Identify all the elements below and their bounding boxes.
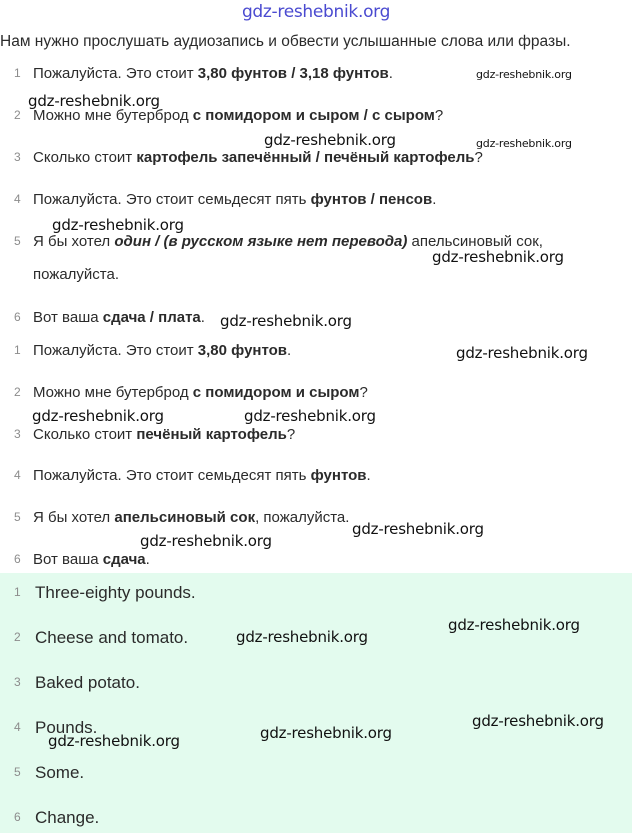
watermark: gdz-reshebnik.org [448,616,580,634]
answer-item [0,763,632,793]
item-number: 2 [14,630,21,644]
item-number: 5 [14,234,21,248]
answers-panel [0,573,632,833]
item-text: Я бы хотел один / (в русском языке нет перевода) апельсиновый сок, пожалуйста. [33,233,543,283]
item-text: Пожалуйста. Это стоит 3,80 фунтов. [33,342,292,359]
answer-text: Some. [35,763,85,782]
list2-item [0,425,632,455]
watermark: gdz-reshebnik.org [140,532,272,550]
item-number: 1 [14,585,21,599]
watermark: gdz-reshebnik.org [32,407,164,425]
site-header [0,0,632,26]
item-number: 1 [14,343,21,357]
list1-item [0,148,632,188]
watermark: gdz-reshebnik.org [472,712,604,730]
watermark: gdz-reshebnik.org [456,344,588,362]
answer-text: Baked potato. [35,673,140,692]
item-number: 2 [14,385,21,399]
watermark: gdz-reshebnik.org [260,724,392,742]
watermark: gdz-reshebnik.org [236,628,368,646]
watermark: gdz-reshebnik.org [48,732,180,750]
list2-item [0,466,632,496]
watermark: gdz-reshebnik.org [476,68,572,81]
answer-text: Change. [35,808,100,827]
item-number: 5 [14,510,21,524]
item-text: Вот ваша сдача. [33,551,150,568]
item-number: 3 [14,427,21,441]
list2-item [0,508,632,538]
answer-item [0,673,632,703]
item-number: 6 [14,810,21,824]
answer-text: Cheese and tomato. [35,628,189,647]
answer-item [0,583,632,613]
answer-item [0,808,632,833]
item-text: Можно мне бутерброд с помидором и сыром / с сыром? [33,107,444,124]
watermark: gdz-reshebnik.org [244,407,376,425]
watermark: gdz-reshebnik.org [28,92,160,110]
item-number: 6 [14,310,21,324]
item-text: Вот ваша сдача / плата. [33,309,205,326]
site-title[interactable]: gdz-reshebnik.org [241,2,391,22]
watermark: gdz-reshebnik.org [352,520,484,538]
item-number: 4 [14,468,21,482]
item-number: 6 [14,552,21,566]
watermark: gdz-reshebnik.org [432,248,564,266]
item-number: 5 [14,765,21,779]
item-text: Сколько стоит печёный картофель? [33,426,296,443]
item-text: Пожалуйста. Это стоит семьдесят пять фунтов / пенсов. [33,191,437,208]
watermark: gdz-reshebnik.org [476,137,572,150]
watermark: gdz-reshebnik.org [264,131,396,149]
item-text: Пожалуйста. Это стоит семьдесят пять фунтов. [33,467,371,484]
task-text: Нам нужно прослушать аудиозапись и обвести услышанные слова или фразы. [0,33,571,50]
item-text: Можно мне бутерброд с помидором и сыром? [33,384,368,401]
item-text: Сколько стоит картофель запечённый / печёный картофель? [33,149,483,166]
list2-item [0,550,632,572]
item-number: 2 [14,108,21,122]
item-number: 3 [14,675,21,689]
item-text: Я бы хотел апельсиновый сок, пожалуйста. [33,509,350,526]
watermark: gdz-reshebnik.org [52,216,184,234]
answer-text: Pounds. [35,718,98,737]
item-number: 3 [14,150,21,164]
item-number: 4 [14,720,21,734]
watermark: gdz-reshebnik.org [220,312,352,330]
item-number: 4 [14,192,21,206]
item-text: Пожалуйста. Это стоит 3,80 фунтов / 3,18 фунтов. [33,65,393,82]
item-number: 1 [14,66,21,80]
answer-text: Three-eighty pounds. [35,583,196,602]
